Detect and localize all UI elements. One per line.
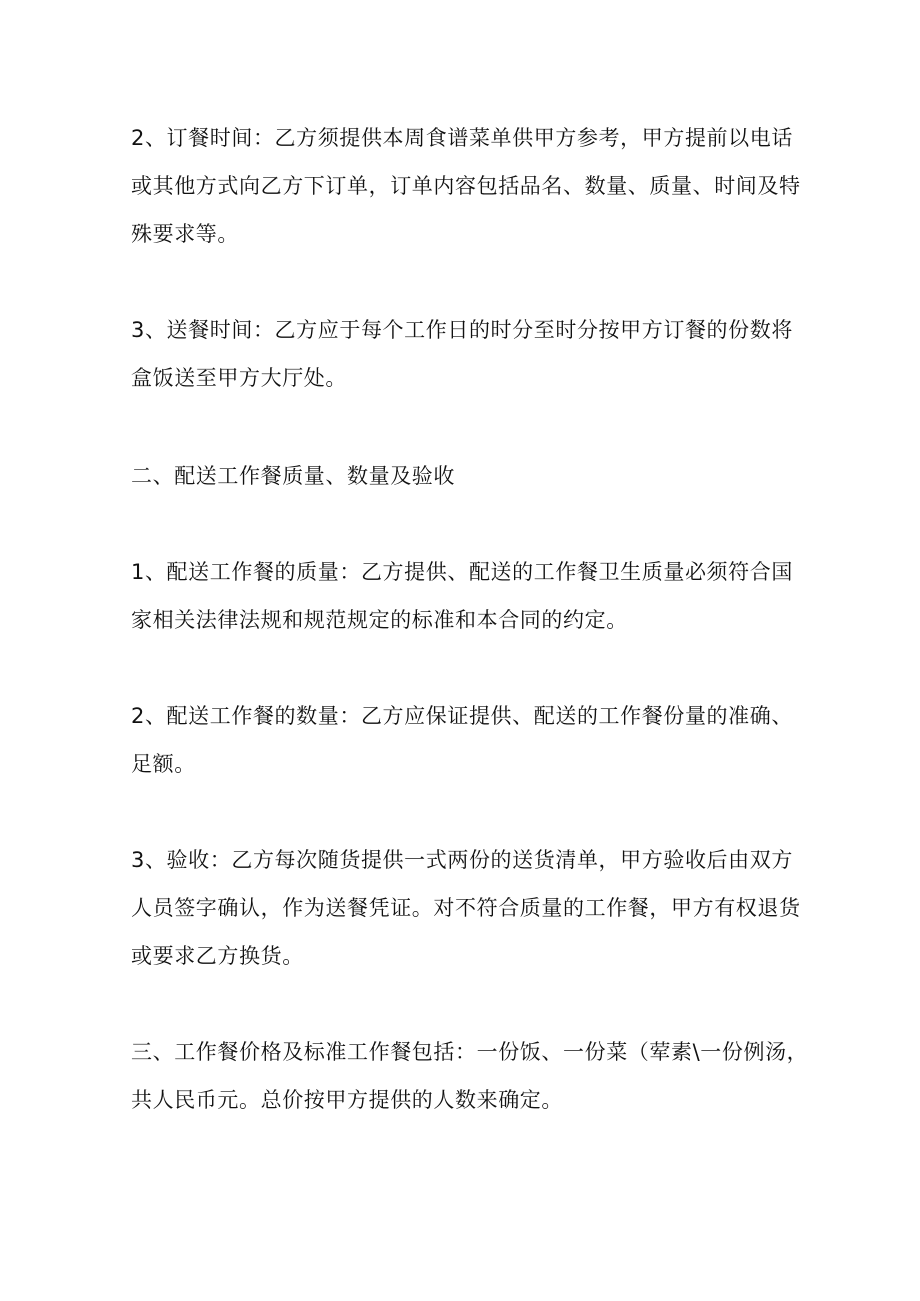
text-line: 盒饭送至甲方大厅处。 bbox=[131, 366, 347, 390]
paragraph-delivery-time bbox=[131, 306, 811, 402]
text-line: 三、工作餐价格及标准工作餐包括：一份饭、一份菜（荤素\一份例汤， bbox=[131, 1040, 809, 1064]
text-line: 家相关法律法规和规范规定的标准和本合同的约定。 bbox=[131, 608, 628, 632]
text-line: 2、订餐时间：乙方须提供本周食谱菜单供甲方参考，甲方提前以电话 bbox=[131, 126, 793, 150]
text-line: 二、配送工作餐质量、数量及验收 bbox=[131, 464, 455, 488]
text-line: 3、送餐时间：乙方应于每个工作日的时分至时分按甲方订餐的份数将 bbox=[131, 318, 793, 342]
section-heading-price-standard bbox=[131, 1028, 811, 1124]
text-line: 或要求乙方换货。 bbox=[131, 944, 304, 968]
paragraph-ordering-time bbox=[131, 114, 811, 258]
text-line: 人员签字确认，作为送餐凭证。对不符合质量的工作餐，甲方有权退货 bbox=[131, 896, 801, 920]
text-line: 1、配送工作餐的质量：乙方提供、配送的工作餐卫生质量必须符合国 bbox=[131, 560, 793, 584]
text-line: 共人民币元。总价按甲方提供的人数来确定。 bbox=[131, 1088, 563, 1112]
paragraph-acceptance bbox=[131, 836, 811, 980]
paragraph-meal-quantity bbox=[131, 692, 811, 788]
text-line: 殊要求等。 bbox=[131, 222, 239, 246]
text-line: 或其他方式向乙方下订单，订单内容包括品名、数量、质量、时间及特 bbox=[131, 174, 801, 198]
paragraph-meal-quality bbox=[131, 548, 811, 644]
text-line: 3、验收：乙方每次随货提供一式两份的送货清单，甲方验收后由双方 bbox=[131, 848, 793, 872]
text-line: 足额。 bbox=[131, 752, 196, 776]
section-heading-quality-quantity-acceptance bbox=[131, 452, 811, 500]
text-line: 2、配送工作餐的数量：乙方应保证提供、配送的工作餐份量的准确、 bbox=[131, 704, 793, 728]
